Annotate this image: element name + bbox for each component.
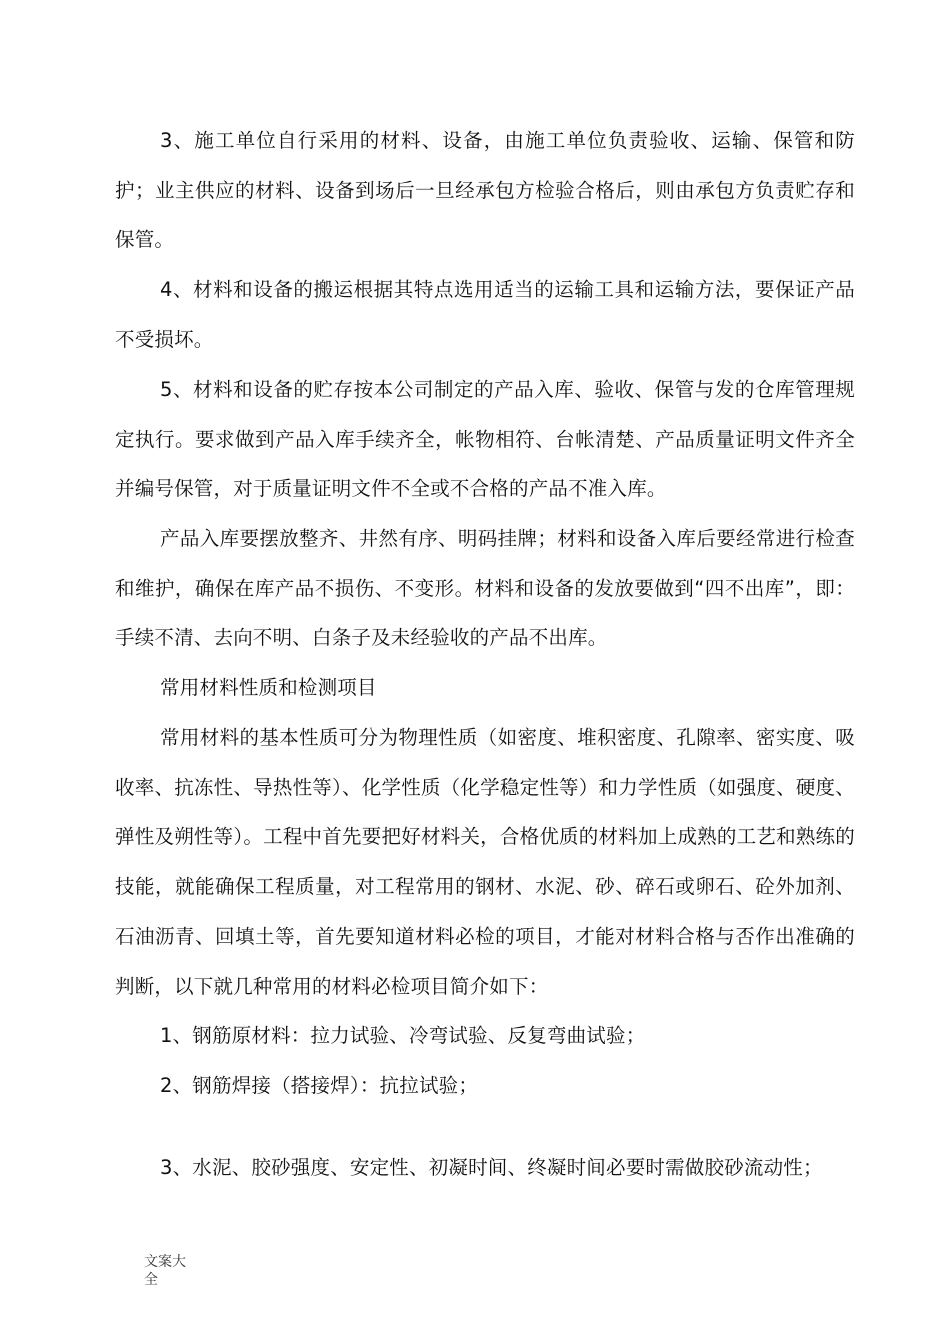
list-item-rebar-welding: 2、钢筋焊接（搭接焊）：抗拉试验； xyxy=(160,1074,479,1097)
footer-label: 文案大全 xyxy=(144,1254,186,1288)
paragraph-material-acceptance: 3、施工单位自行采用的材料、设备，由施工单位负责验收、运输、保管和防护；业主供应的材料、设备到场后一旦经承包方检验合格后，则由承包方负责贮存和保管。 xyxy=(115,129,855,252)
list-item-rebar-raw: 1、钢筋原材料：拉力试验、冷弯试验、反复弯曲试验； xyxy=(160,1024,646,1047)
paragraph-material-transport: 4、材料和设备的搬运根据其特点选用适当的运输工具和运输方法，要保证产品不受损坏。 xyxy=(115,278,855,351)
paragraph-material-properties: 常用材料的基本性质可分为物理性质（如密度、堆积密度、孔隙率、密实度、吸收率、抗冻性、导热性等）、化学性质（化学稳定性等）和力学性质（如强度、硬度、弹性及朔性等）。工程中首先要把好材料关，合格优质的材料加上成熟的工艺和熟练的技能，就能确保工程质量，对工程常用的钢材、水泥、砂、碎石或卵石、砼外加剂、石油沥青、回填土等，首先要知道材料必检的项目，才能对材料合格与否作出准确的判断，以下就几种常用的材料必检项目简介如下： xyxy=(115,726,855,998)
section-heading-material-testing: 常用材料性质和检测项目 xyxy=(160,676,377,699)
list-item-cement: 3、水泥、胶砂强度、安定性、初凝时间、终凝时间必要时需做胶砂流动性； xyxy=(160,1156,823,1179)
paragraph-material-storage: 5、材料和设备的贮存按本公司制定的产品入库、验收、保管与发的仓库管理规定执行。要求做到产品入库手续齐全，帐物相符、台帐清楚、产品质量证明文件齐全并编号保管，对于质量证明文件不全或不合格的产品不准入库。 xyxy=(115,378,855,501)
paragraph-warehouse-rules: 产品入库要摆放整齐、井然有序、明码挂牌；材料和设备入库后要经常进行检查和维护，确保在库产品不损伤、不变形。材料和设备的发放要做到“四不出库”，即：手续不清、去向不明、白条子及未经验收的产品不出库。 xyxy=(115,527,855,650)
